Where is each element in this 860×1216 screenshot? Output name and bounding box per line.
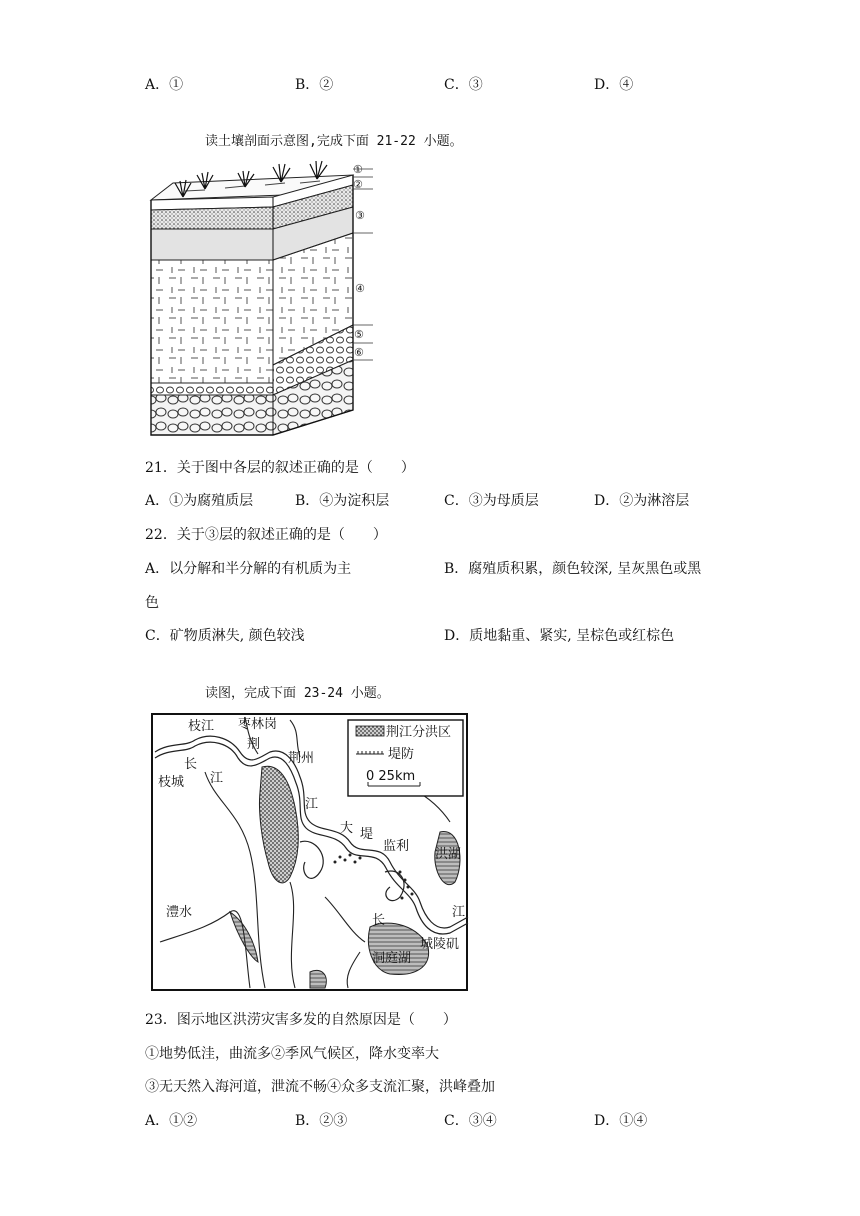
legend-levee-label: 堤防 <box>388 747 415 762</box>
soil-label-5: ⑤ <box>354 328 364 341</box>
soil-label-2: ② <box>353 178 363 191</box>
q21-option-c: C．③为母质层 <box>444 493 539 509</box>
q21-option-d: D．②为淋溶层 <box>594 493 690 509</box>
q23-statement-line-2: ③无天然入海河道，泄流不畅④众多支流汇聚，洪峰叠加 <box>145 1079 495 1095</box>
soil-label-6: ⑥ <box>354 346 364 359</box>
q21-stem: 21．关于图中各层的叙述正确的是（ ） <box>145 460 415 476</box>
map-label-di: 堤 <box>360 827 374 842</box>
map-label-da: 大 <box>340 821 354 836</box>
soil-label-1: ① <box>353 163 363 176</box>
map-label-jingzhou: 荆州 <box>288 751 315 766</box>
q22-option-b-wrap: 色 <box>145 595 159 611</box>
q21-option-a: A．①为腐殖质层 <box>145 493 254 509</box>
q22-stem: 22．关于③层的叙述正确的是（ ） <box>145 527 387 543</box>
map-label-chang-2: 长 <box>372 913 386 928</box>
q22-option-a: A．以分解和半分解的有机质为主 <box>145 561 352 577</box>
q23-stem: 23．图示地区洪涝灾害多发的自然原因是（ ） <box>145 1012 457 1028</box>
map-label-jiang-2: 江 <box>305 797 319 812</box>
q23-option-b: B．②③ <box>295 1113 348 1129</box>
q21-option-b: B．④为淀积层 <box>295 493 390 509</box>
q23-option-d: D．①④ <box>594 1113 648 1129</box>
map-label-jiang-3: 江 <box>452 905 466 920</box>
soil-profile-figure <box>145 155 380 440</box>
map-label-dongtinghu: 洞庭湖 <box>372 951 412 966</box>
map-label-chenglingji: 城陵矶 <box>420 937 460 952</box>
map-label-zhicheng: 枝城 <box>158 775 185 790</box>
map-label-zaolingang: 枣林岗 <box>238 717 278 732</box>
map-label-lishui: 澧水 <box>166 905 193 920</box>
map-label-chang-1: 长 <box>184 757 198 772</box>
jingjiang-map-figure <box>150 712 470 992</box>
q20-option-d: D．④ <box>594 77 634 93</box>
q20-option-c: C．③ <box>444 77 483 93</box>
q22-option-c: C．矿物质淋失, 颜色较浅 <box>145 628 305 644</box>
soil-label-3: ③ <box>355 209 365 222</box>
map-label-jing: 荆 <box>247 737 261 752</box>
q23-option-a: A．①② <box>145 1113 198 1129</box>
q20-option-a: A．① <box>145 77 184 93</box>
legend-flood-area-label: 荆江分洪区 <box>386 725 452 740</box>
map-label-zhijiang: 枝江 <box>188 719 215 734</box>
soil-intro: 读土壤剖面示意图,完成下面 21-22 小题。 <box>205 134 463 149</box>
q20-option-b: B．② <box>295 77 334 93</box>
q23-statement-line-1: ①地势低洼，曲流多②季风气候区，降水变率大 <box>145 1046 439 1062</box>
q22-option-b: B．腐殖质积累，颜色较深, 呈灰黑色或黑 <box>444 561 702 577</box>
map-label-jiang-1: 江 <box>210 771 224 786</box>
soil-label-4: ④ <box>355 282 365 295</box>
map-label-honghu: 洪湖 <box>435 847 462 862</box>
legend-scale-label: 0 25km <box>366 769 416 784</box>
q23-option-c: C．③④ <box>444 1113 497 1129</box>
map-intro: 读图，完成下面 23-24 小题。 <box>205 686 390 701</box>
map-label-jianli: 监利 <box>383 839 410 854</box>
q22-option-d: D．质地黏重、紧实, 呈棕色或红棕色 <box>444 628 675 644</box>
